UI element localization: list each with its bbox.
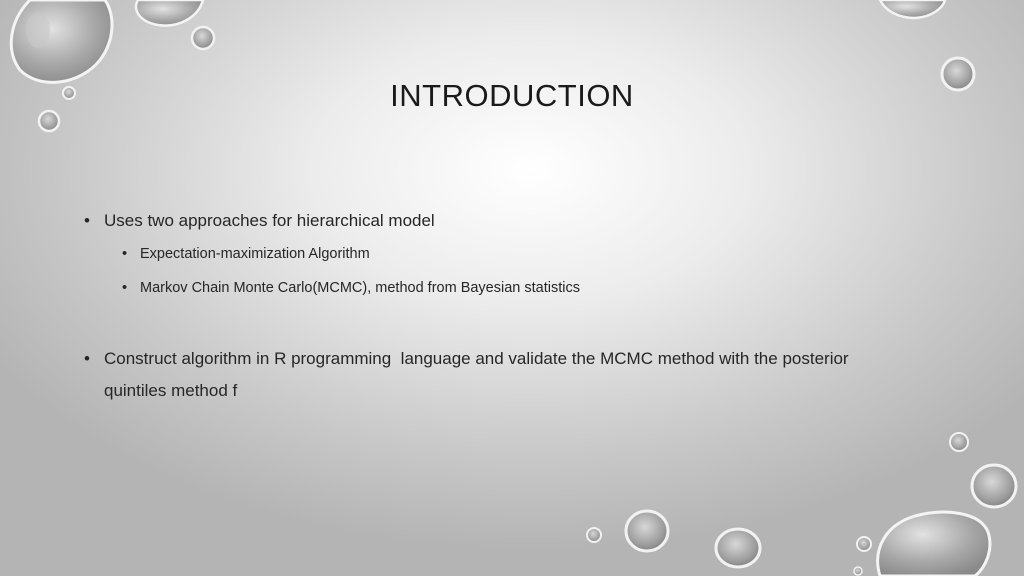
drop-top-right-1: [880, 0, 945, 18]
slide-title: INTRODUCTION: [390, 78, 634, 113]
drop-bottom-center-2: [716, 529, 760, 567]
drop-bottom-right-4: [854, 567, 862, 575]
sub-bullet-text: Expectation-maximization Algorithm: [140, 246, 370, 262]
bullet-dot: •: [122, 246, 128, 262]
drop-bottom-right-1: [950, 433, 968, 451]
drop-top-left-5: [39, 111, 59, 131]
bullet-dot: •: [84, 211, 90, 230]
drop-top-left-large: [11, 0, 112, 82]
drop-top-left-2: [136, 0, 203, 26]
sub-bullet-item: [122, 271, 904, 305]
drop-top-left-3: [192, 27, 214, 49]
bullet-item: [84, 343, 904, 407]
bullet-item: [84, 205, 904, 237]
drop-bottom-right-2: [972, 465, 1016, 507]
drop-bottom-right-3: [857, 537, 871, 551]
bullet-dot: •: [84, 349, 90, 368]
bullet-list: [84, 205, 904, 407]
drop-bottom-right-large: [878, 512, 990, 576]
drop-bottom-center-1: [626, 511, 668, 551]
bullet-text: Uses two approaches for hierarchical model: [104, 211, 435, 230]
sub-bullet-text: Markov Chain Monte Carlo(MCMC), method from Bayesian statistics: [140, 280, 580, 296]
drop-bottom-center-3: [587, 528, 601, 542]
bullet-dot: •: [122, 280, 128, 296]
bullet-text: Construct algorithm in R programming language and validate the MCMC method with the posterior quintiles method f: [104, 349, 854, 400]
sub-bullet-item: [122, 237, 904, 271]
